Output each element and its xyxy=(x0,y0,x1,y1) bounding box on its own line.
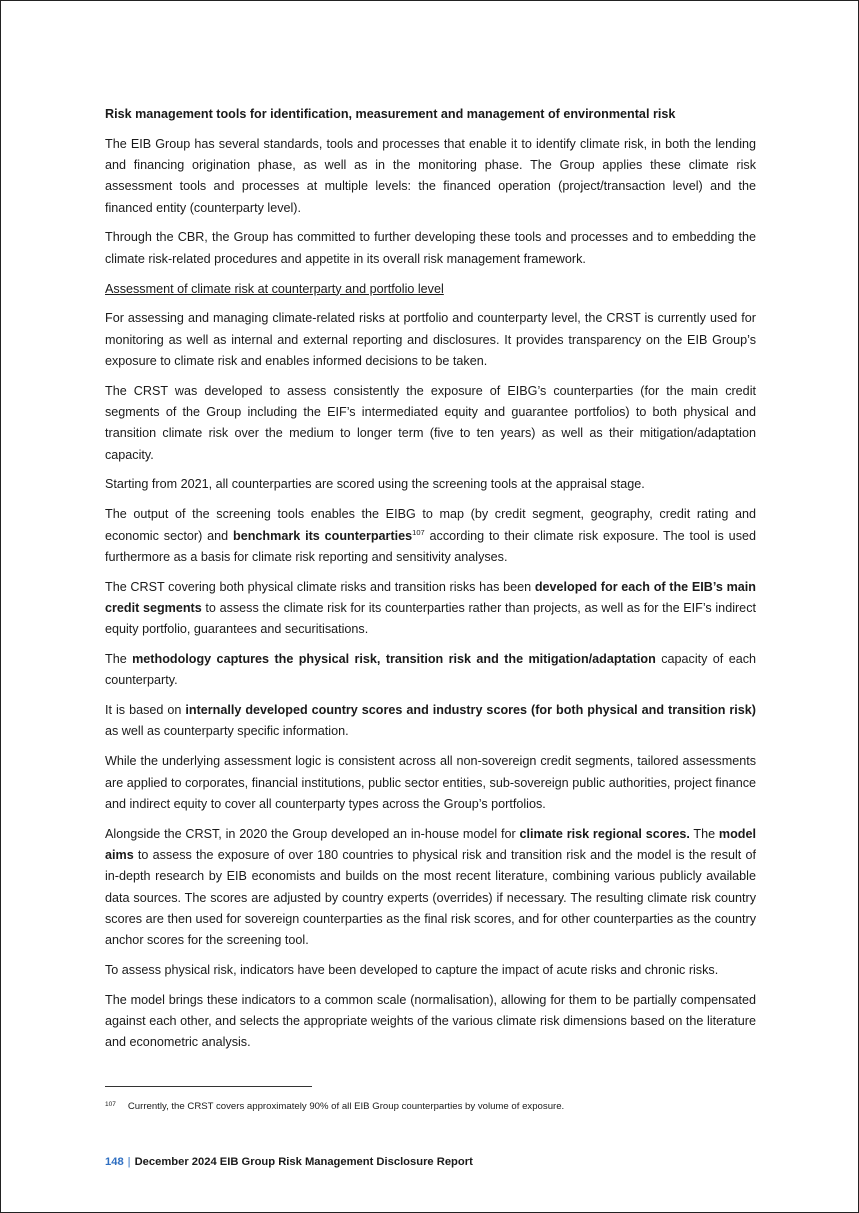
text-run: capacity of each counterparty. xyxy=(105,652,757,688)
paragraph: To assess physical risk, indicators have been developed to capture the impact of acute risks and chronic risks. xyxy=(105,962,719,977)
text-run: Alongside the CRST, in 2020 the Group developed an in-house model for xyxy=(105,826,520,841)
text-run: It is based on xyxy=(105,703,186,718)
bold-text: methodology captures the physical risk, transition risk and the mitigation/adaptation xyxy=(132,652,656,667)
paragraph: Through the CBR, the Group has committed to further developing these tools and processes and to embedding the climate risk-related procedures and appetite in its overall risk management framework. xyxy=(105,230,756,266)
text-run: The xyxy=(105,652,133,667)
subsection-heading-text: Assessment of climate risk at counterparty and portfolio level xyxy=(105,281,444,296)
paragraph xyxy=(105,577,756,641)
main-content xyxy=(105,104,756,1062)
bold-text: model aims xyxy=(105,826,756,862)
paragraph: For assessing and managing climate-related risks at portfolio and counterparty level, the CRST is currently used for monitoring as well as internal and external reporting and disclosures. It provides transparency on the EIB Group’s exposure to climate risk and enables informed decisions to be taken. xyxy=(105,311,756,368)
bold-text: developed for each of the EIB’s main credit segments xyxy=(105,579,756,615)
text-run: to assess the exposure of over 180 countries to physical risk and transition risk and the model is the result of in-depth research by EIB economists and builds on the most recent literature, combining various publicly available data sources. The scores are adjusted by country experts (overrides) if necessary. The resulting climate risk country scores are then used for sovereign counterparties as the final risk scores, and for other counterparties as the country anchor scores for the screening tool. xyxy=(105,847,756,948)
paragraph: The EIB Group has several standards, tools and processes that enable it to identify climate risk, in both the lending and financing origination phase, as well as in the monitoring phase. The Group applies these climate risk assessment tools and processes at multiple levels: the financed operation (project/transaction level) and the financed entity (counterparty level). xyxy=(105,136,756,215)
paragraph xyxy=(105,824,756,952)
footer-separator: | xyxy=(127,1156,131,1168)
page-footer xyxy=(105,1154,473,1170)
footer-title: December 2024 EIB Group Risk Management Disclosure Report xyxy=(134,1156,473,1168)
paragraph: The model brings these indicators to a common scale (normalisation), allowing for them to be partially compensated against each other, and selects the appropriate weights of the various climate risk dimensions based on the literature and econometric analysis. xyxy=(105,992,756,1050)
subsection-heading xyxy=(105,279,756,300)
section-heading: Risk management tools for identification, measurement and management of environmental risk xyxy=(105,107,676,121)
bold-text: internally developed country scores and industry scores (for both physical and transition risk) xyxy=(185,703,756,718)
text-run: according to their climate risk exposure. The tool is used furthermore as a basis for climate risk reporting and sensitivity analyses. xyxy=(105,528,756,564)
text-run: as well as counterparty specific information. xyxy=(105,724,349,739)
text-run: The xyxy=(689,826,719,841)
paragraph: Starting from 2021, all counterparties are scored using the screening tools at the appraisal stage. xyxy=(105,477,645,492)
footnote xyxy=(105,1098,756,1113)
text-run: to assess the climate risk for its counterparties rather than projects, as well as for the EIF’s indirect equity portfolio, guarantees and securitisations. xyxy=(105,600,756,637)
footnote-reference[interactable]: 107 xyxy=(412,527,425,537)
text-run: The output of the screening tools enables the EIBG to map (by credit segment, geography, credit rating and economic sector) and xyxy=(105,507,756,543)
paragraph: The CRST was developed to assess consistently the exposure of EIBG’s counterparties (for the main credit segments of the Group including the EIF’s intermediated equity and guarantee portfolios) to both physical and transition climate risk over the medium to longer term (five to ten years) as well as their mitigation/adaptation capacity. xyxy=(105,383,756,462)
page-number: 148 xyxy=(105,1156,124,1168)
paragraph xyxy=(105,649,756,692)
paragraph: While the underlying assessment logic is consistent across all non-sovereign credit segments, tailored assessments are applied to corporates, financial institutions, public sector entities, sub-sovereign public authorities, project finance and indirect equity to cover all counterparty types across the Group’s portfolios. xyxy=(105,754,756,811)
bold-text: climate risk regional scores. xyxy=(519,826,690,841)
footnote-number: 107 xyxy=(105,1101,116,1108)
paragraph xyxy=(105,504,756,568)
footnote-divider xyxy=(105,1086,312,1087)
bold-text: benchmark its counterparties xyxy=(233,528,413,543)
text-run: The CRST covering both physical climate risks and transition risks has been xyxy=(105,579,535,594)
paragraph xyxy=(105,700,756,743)
footnote-text: Currently, the CRST covers approximately 90% of all EIB Group counterparties by volume of exposure. xyxy=(127,1101,565,1112)
